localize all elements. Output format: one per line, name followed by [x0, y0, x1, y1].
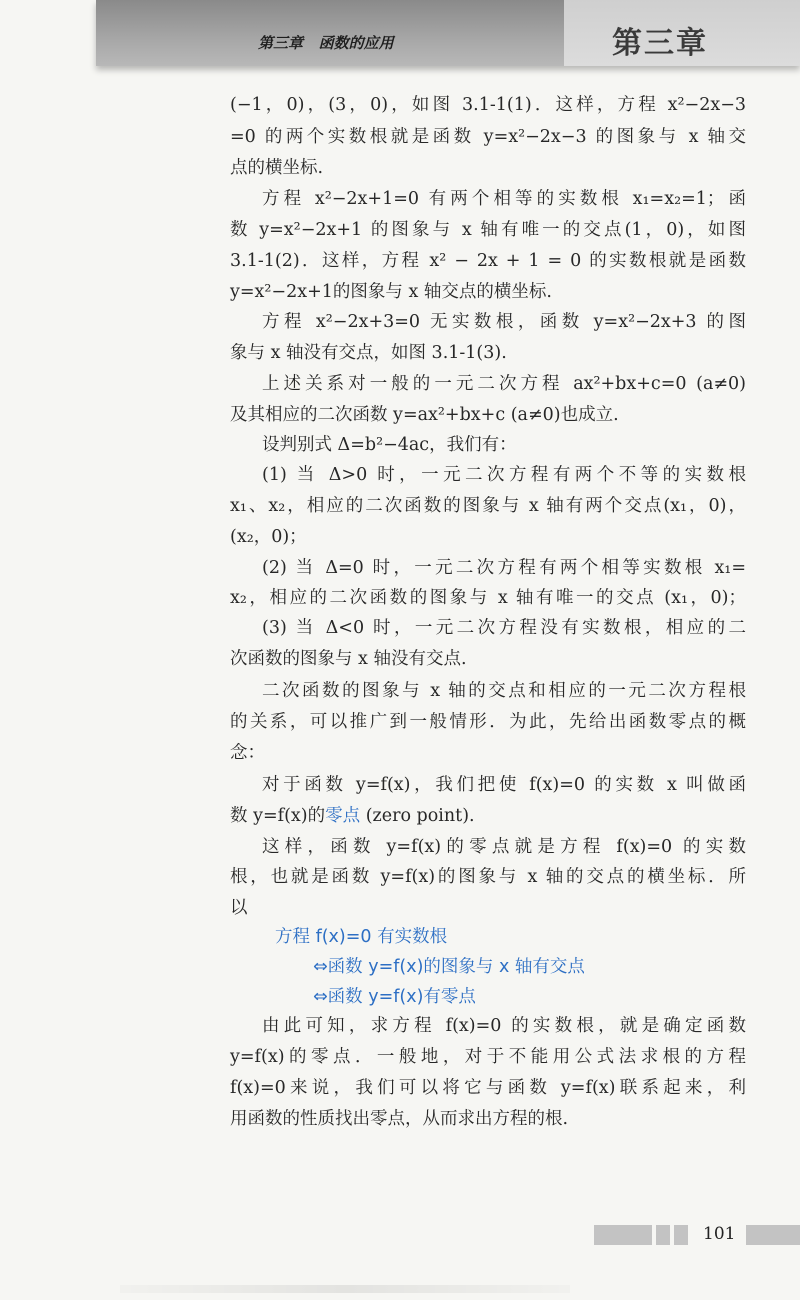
- text-line: 对于函数 y=f(x)，我们把使 f(x)=0 的实数 x 叫做函: [262, 775, 746, 795]
- text-line: 根，也就是函数 y=f(x)的图象与 x 轴的交点的横坐标．所: [230, 867, 746, 887]
- equivalence-line: 方程 f(x)=0 有实数根: [275, 927, 448, 947]
- text-line: f(x)=0来说，我们可以将它与函数 y=f(x)联系起来，利: [230, 1078, 746, 1098]
- text-line: 次函数的图象与 x 轴没有交点.: [230, 649, 467, 669]
- text-line: (x₂，0)；: [230, 527, 307, 547]
- equivalence-line: ⇔函数 y=f(x)的图象与 x 轴有交点: [313, 957, 585, 977]
- text-line: 象与 x 轴没有交点，如图 3.1-1(3).: [230, 343, 507, 363]
- zero-point-keyword: 零点: [325, 806, 361, 826]
- text-line: (1) 当 Δ>0 时，一元二次方程有两个不等的实数根: [262, 465, 746, 485]
- definition-text: 数 y=f(x)的: [230, 806, 326, 826]
- footer-bar: [656, 1225, 670, 1245]
- chapter-subtitle: 第三章 函数的应用: [258, 34, 394, 52]
- text-line: (−1，0)，(3，0)，如图 3.1-1(1)．这样，方程 x²−2x−3: [230, 95, 746, 115]
- equivalence-line: ⇔函数 y=f(x)有零点: [313, 987, 476, 1007]
- text-line: 的关系，可以推广到一般情形．为此，先给出函数零点的概: [230, 712, 746, 732]
- page-number: 101: [703, 1224, 736, 1244]
- text-line: y=f(x)的零点．一般地，对于不能用公式法求根的方程: [230, 1047, 746, 1067]
- definition-line: [230, 808, 746, 826]
- chapter-tab-label: 第三章: [612, 26, 708, 61]
- text-line: 3.1-1(2)．这样，方程 x² − 2x + 1 = 0 的实数根就是函数: [230, 251, 746, 271]
- text-line: 以: [230, 898, 248, 918]
- text-line: 二次函数的图象与 x 轴的交点和相应的一元二次方程根: [262, 681, 746, 701]
- footer-bar: [746, 1225, 800, 1245]
- text-line: 念：: [230, 743, 265, 763]
- text-line: (3) 当 Δ<0 时，一元二次方程没有实数根，相应的二: [262, 618, 746, 638]
- chapter-header: [96, 0, 800, 66]
- text-line: y=x²−2x+1的图象与 x 轴交点的横坐标.: [230, 282, 552, 302]
- text-line: 数 y=x²−2x+1 的图象与 x 轴有唯一的交点(1，0)，如图: [230, 220, 746, 240]
- text-line: (2) 当 Δ=0 时，一元二次方程有两个相等实数根 x₁=: [262, 558, 746, 578]
- text-line: 上述关系对一般的一元二次方程 ax²+bx+c=0 (a≠0): [262, 374, 746, 394]
- text-line: 方程 x²−2x+1=0 有两个相等的实数根 x₁=x₂=1；函: [262, 189, 746, 209]
- text-line: x₁、x₂，相应的二次函数的图象与 x 轴有两个交点(x₁，0)，: [230, 496, 746, 516]
- footer-bar: [594, 1225, 652, 1245]
- text-line: 由此可知，求方程 f(x)=0 的实数根，就是确定函数: [262, 1016, 746, 1036]
- text-line: 方程 x²−2x+3=0 无实数根，函数 y=x²−2x+3 的图: [262, 312, 746, 332]
- page-edge-shadow: [120, 1285, 570, 1293]
- text-line: =0 的两个实数根就是函数 y=x²−2x−3 的图象与 x 轴交: [230, 127, 746, 147]
- text-line: 及其相应的二次函数 y=ax²+bx+c (a≠0)也成立.: [230, 405, 619, 425]
- footer-bar: [674, 1225, 688, 1245]
- text-line: 设判别式 Δ=b²−4ac，我们有：: [262, 435, 517, 455]
- text-line: x₂，相应的二次函数的图象与 x 轴有唯一的交点 (x₁，0)；: [230, 588, 746, 608]
- chapter-tab: [564, 0, 800, 66]
- text-line: 用函数的性质找出零点，从而求出方程的根.: [230, 1109, 569, 1129]
- text-line: 点的横坐标.: [230, 158, 324, 178]
- definition-text: (zero point).: [360, 806, 475, 826]
- text-line: 这样，函数 y=f(x)的零点就是方程 f(x)=0 的实数: [262, 837, 746, 857]
